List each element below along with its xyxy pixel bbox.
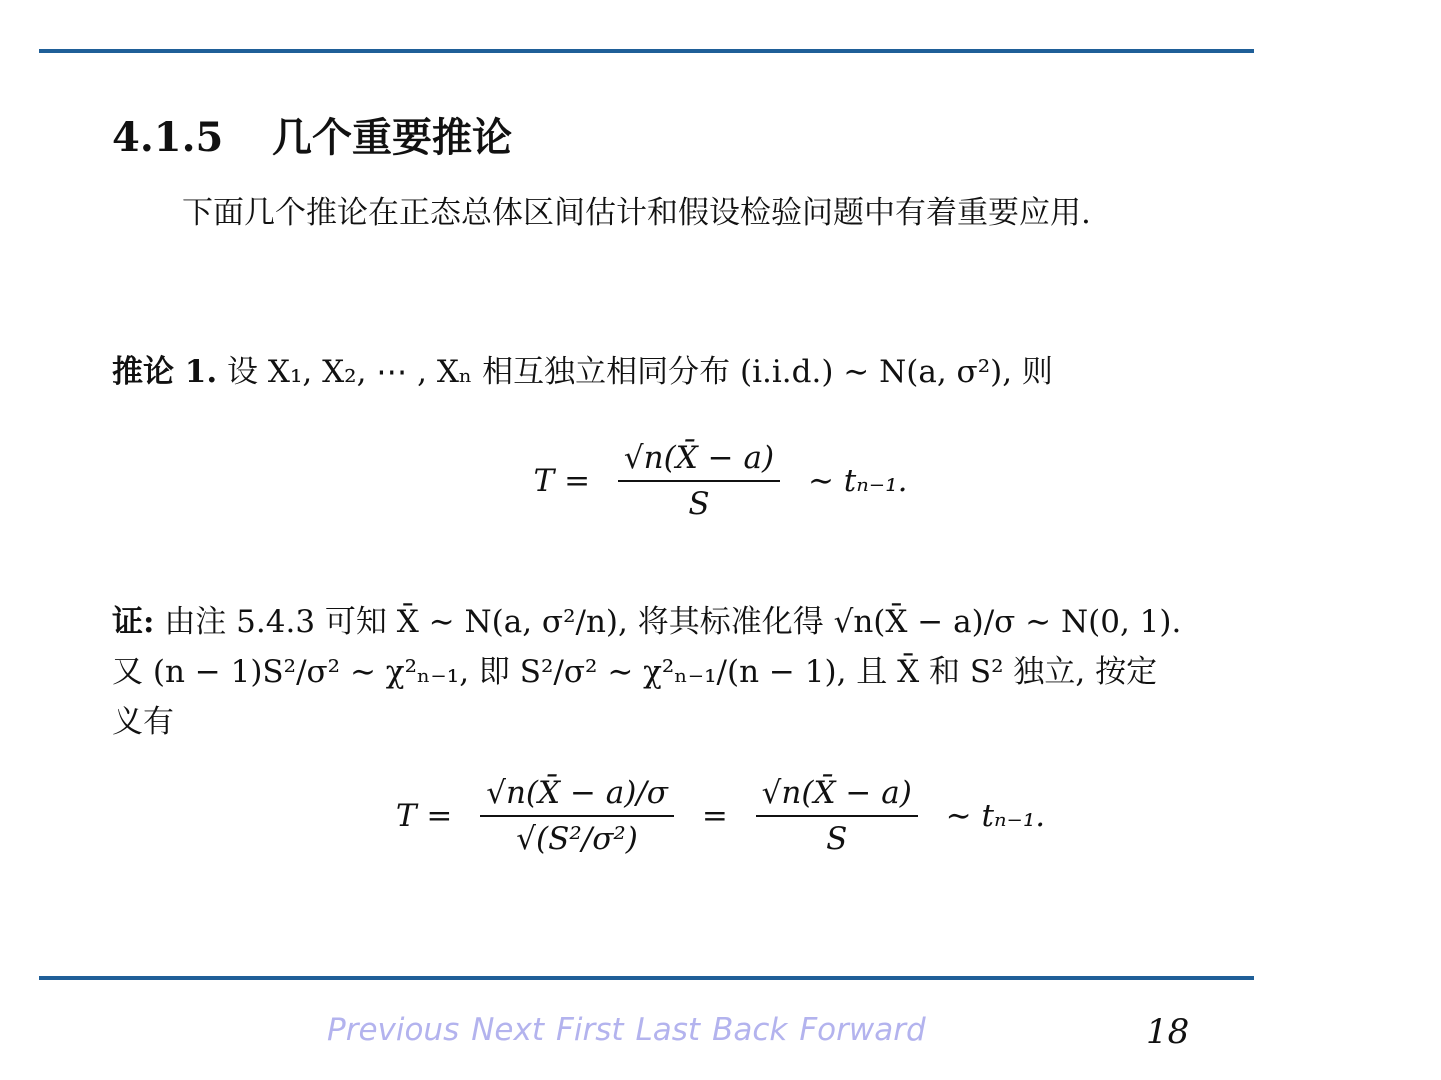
corollary-formula	[0, 440, 1441, 522]
proof-text: 由注 5.4.3 可知 X̄ ∼ N(a, σ²/n), 将其标准化得 √n(X̄ − a)/σ ∼ N(0, 1). 又 (n − 1)S²/σ² ∼ χ²ₙ₋₁, 即 S²/σ² ∼ χ²ₙ₋₁/(n − 1), 且 X̄ 和 S² 独立, 按定义有	[112, 604, 1182, 740]
formula-equals: =	[701, 798, 728, 834]
page-number: 18	[1146, 1012, 1190, 1052]
fraction-numerator: √n(X̄ − a)	[618, 440, 780, 482]
section-number: 4.1.5	[112, 114, 224, 161]
formula-rhs: ∼ tₙ₋₁.	[945, 798, 1046, 834]
formula-lhs: T =	[395, 798, 453, 834]
top-rule	[39, 49, 1254, 53]
fraction-denominator: S	[688, 486, 710, 522]
corollary-label: 推论 1.	[112, 354, 218, 390]
nav-last-link[interactable]: Last	[635, 1012, 701, 1048]
proof-paragraph	[112, 597, 1184, 747]
nav-next-link[interactable]: Next	[471, 1012, 544, 1048]
fraction-denominator: √(S²/σ²)	[516, 821, 638, 857]
section-heading	[112, 106, 512, 163]
fraction-numerator: √n(X̄ − a)/σ	[480, 775, 674, 817]
navigation-bar	[327, 1012, 938, 1048]
section-title: 几个重要推论	[272, 114, 512, 161]
fraction-numerator: √n(X̄ − a)	[756, 775, 918, 817]
formula-fraction-1	[480, 775, 674, 857]
nav-back-link[interactable]: Back	[712, 1012, 788, 1048]
bottom-rule	[39, 976, 1254, 980]
fraction-denominator: S	[826, 821, 848, 857]
nav-first-link[interactable]: First	[556, 1012, 624, 1048]
nav-previous-link[interactable]: Previous	[327, 1012, 460, 1048]
nav-forward-link[interactable]: Forward	[799, 1012, 926, 1048]
proof-formula	[0, 775, 1441, 857]
corollary-paragraph	[112, 347, 1184, 397]
formula-rhs: ∼ tₙ₋₁.	[807, 463, 908, 499]
corollary-text: 设 X₁, X₂, ⋯ , Xₙ 相互独立相同分布 (i.i.d.) ∼ N(a, σ²), 则	[227, 354, 1053, 390]
formula-fraction	[618, 440, 780, 522]
formula-fraction-2	[756, 775, 918, 857]
proof-label: 证:	[112, 604, 155, 640]
formula-lhs: T =	[533, 463, 591, 499]
intro-paragraph: 下面几个推论在正态总体区间估计和假设检验问题中有着重要应用.	[182, 195, 1091, 231]
